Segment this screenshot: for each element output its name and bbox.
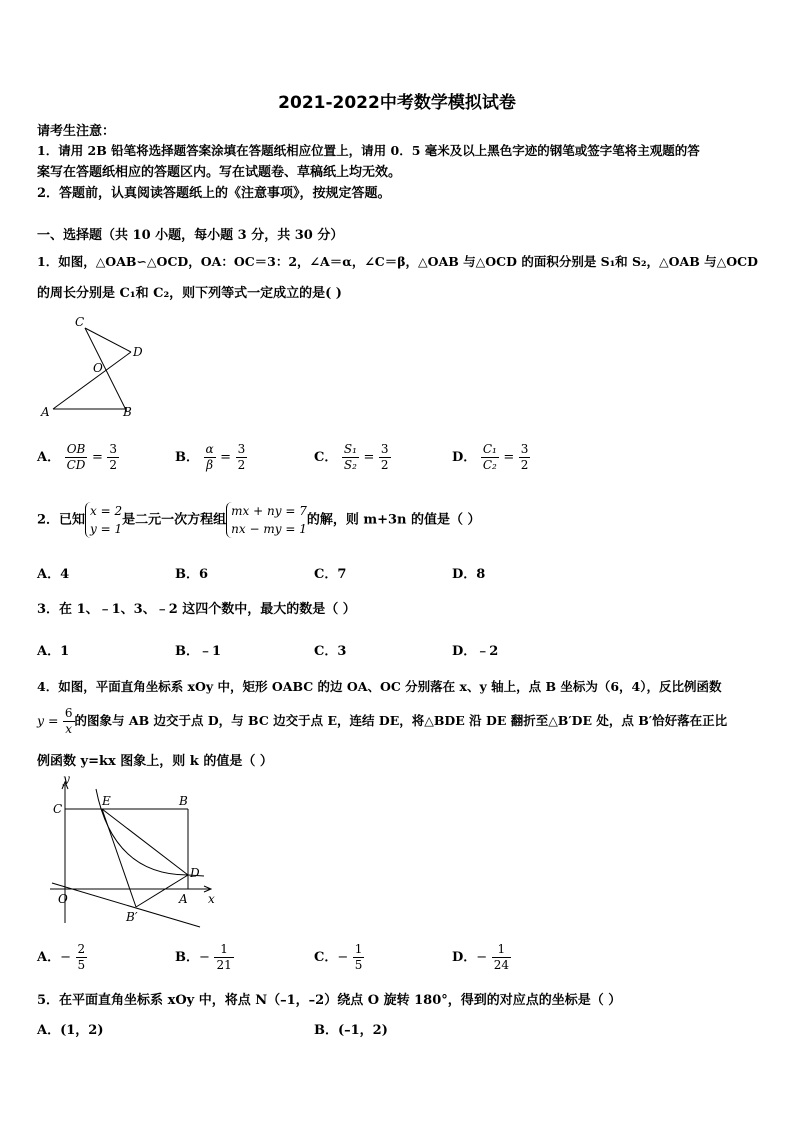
q4-label-o: O bbox=[58, 892, 68, 906]
q4-option-b-label: B． bbox=[175, 950, 199, 965]
q4-c-num: 1 bbox=[354, 942, 363, 956]
q1-option-c-label: C． bbox=[314, 450, 338, 465]
q1-d-rhs-num: 3 bbox=[520, 442, 529, 456]
q4-option-c-label: C． bbox=[314, 950, 338, 965]
q4-b-num: 1 bbox=[214, 942, 233, 958]
q4-option-d[interactable] bbox=[452, 942, 511, 973]
q2-mid: 是二元一次方程组 bbox=[122, 512, 227, 528]
q2-suffix: 的解，则 m+3n 的值是（ ） bbox=[306, 512, 481, 528]
q4-func-lhs: y = bbox=[37, 713, 59, 728]
q1-option-d-label: D． bbox=[452, 450, 477, 465]
q4-option-c[interactable] bbox=[314, 942, 364, 973]
q4-func-den: x bbox=[65, 722, 73, 736]
q1-b-rhs-num: 3 bbox=[237, 442, 246, 456]
q1-option-a[interactable]: A． $\frac{OB}{CD}$ = $\frac{3}{2}$ bbox=[37, 442, 118, 472]
q1-c-den: S₂ bbox=[343, 458, 357, 472]
q3-text: 3．在 1、﹣1、3、﹣2 这四个数中，最大的数是（ ） bbox=[37, 602, 356, 617]
q1-b-den: β bbox=[206, 458, 214, 472]
q1-label-b: B bbox=[123, 405, 132, 419]
q4-c-sign: − bbox=[337, 950, 349, 965]
q1-b-rhs-den: 2 bbox=[237, 458, 246, 472]
q1-option-d[interactable]: D． $\frac{\text{C₁}}{\text{C₂}}$ = $\frac{3}{2}$ bbox=[452, 442, 529, 472]
q4-text-line-1: 4．如图，平面直角坐标系 xOy 中，矩形 OABC 的边 OA、OC 分别落在 x、y 轴上，点 B 坐标为（6，4），反比例函数 bbox=[37, 679, 722, 694]
q4-label-e: E bbox=[102, 794, 111, 808]
q2-sys2-a: mx + ny = 7 bbox=[231, 504, 307, 518]
q1-line-da bbox=[53, 352, 131, 409]
q1-d-rhs-den: 2 bbox=[520, 458, 529, 472]
q4-option-a-label: A． bbox=[37, 950, 61, 965]
q4-label-b: B bbox=[179, 794, 188, 808]
q4-option-d-label: D． bbox=[452, 950, 477, 965]
q4-line-eb-prime bbox=[102, 809, 136, 907]
q1-text-line-1: 1．如图，△OAB∽△OCD，OA：OC＝3：2，∠A＝α，∠C＝β，△OAB 与△OCD 的面积分别是 S₁和 S₂，△OAB 与△OCD bbox=[37, 254, 758, 269]
q4-d-sign: − bbox=[476, 950, 488, 965]
q1-label-c: C bbox=[75, 315, 85, 329]
q4-text-line-2 bbox=[37, 706, 727, 737]
q1-label-o: O bbox=[93, 361, 103, 375]
q4-label-a: A bbox=[179, 892, 188, 906]
notice-line-3: 2．答题前，认真阅读答题纸上的《注意事项》，按规定答题。 bbox=[37, 186, 391, 201]
q1-a-num: OB bbox=[65, 442, 88, 458]
q1-option-b-label: B． bbox=[175, 450, 199, 465]
q4-b-den: 21 bbox=[216, 958, 232, 972]
q1-c-rhs-num: 3 bbox=[380, 442, 389, 456]
q1-label-a: A bbox=[41, 405, 50, 419]
q5-text: 5．在平面直角坐标系 xOy 中，将点 N（–1，–2）绕点 O 旋转 180°，得到的对应点的坐标是（ ） bbox=[37, 993, 622, 1008]
q5-option-b[interactable]: B．(–1，2) bbox=[314, 1023, 388, 1038]
q4-a-num: 2 bbox=[77, 942, 86, 956]
q1-d-den: C₂ bbox=[482, 458, 497, 472]
q4-d-den: 24 bbox=[493, 958, 509, 972]
q1-a-rhs-num: 3 bbox=[109, 442, 118, 456]
q1-label-d: D bbox=[133, 345, 143, 359]
q2-text bbox=[37, 502, 481, 538]
q2-sys1-a: x = 2 bbox=[90, 504, 123, 518]
q2-sys1-b: y = 1 bbox=[90, 522, 123, 536]
q1-c-rhs-den: 2 bbox=[380, 458, 389, 472]
q1-option-b[interactable]: B． $\frac{\alpha}{\beta}$ = $\frac{3}{2}$ bbox=[175, 442, 246, 472]
q4-line-de bbox=[102, 809, 188, 875]
q2-option-c[interactable]: C．7 bbox=[314, 567, 347, 582]
q4-a-sign: − bbox=[60, 950, 71, 965]
q4-func-num: 6 bbox=[64, 706, 73, 720]
notice-line-1: 1．请用 2B 铅笔将选择题答案涂填在答题纸相应位置上，请用 0．5 毫米及以上黑色字迹的钢笔或签字笔将主观题的答 bbox=[37, 143, 700, 158]
q1-line-cd bbox=[85, 328, 131, 352]
q3-option-b[interactable]: B．﹣1 bbox=[175, 644, 222, 659]
q2-option-d[interactable]: D．8 bbox=[452, 567, 486, 582]
q4-a-den: 5 bbox=[77, 958, 86, 972]
q3-option-d[interactable]: D．﹣2 bbox=[452, 644, 499, 659]
q1-figure bbox=[35, 312, 155, 422]
q3-option-c[interactable]: C．3 bbox=[314, 644, 347, 659]
q1-a-rhs-den: 2 bbox=[109, 458, 118, 472]
q2-prefix: 2．已知 bbox=[37, 512, 86, 528]
page-title: 2021-2022中考数学模拟试卷 bbox=[278, 93, 516, 113]
q2-option-b[interactable]: B．6 bbox=[175, 567, 209, 582]
q4-c-den: 5 bbox=[354, 958, 363, 972]
q1-b-num: α bbox=[205, 442, 214, 456]
q1-text-line-2: 的周长分别是 C₁和 C₂，则下列等式一定成立的是( ) bbox=[37, 286, 342, 301]
q4-option-b[interactable] bbox=[175, 942, 234, 973]
q5-option-a[interactable]: A．(1，2) bbox=[37, 1023, 104, 1038]
q4-option-a[interactable] bbox=[37, 942, 87, 973]
q4-label-b-prime: B′ bbox=[126, 910, 138, 924]
q4-label-d: D bbox=[190, 866, 200, 880]
q4-d-num: 1 bbox=[492, 942, 511, 958]
q1-option-a-label: A． bbox=[37, 450, 61, 465]
q4-b-sign: − bbox=[199, 950, 210, 965]
q2-sys2-b: nx − my = 1 bbox=[231, 522, 307, 536]
q1-option-c[interactable]: C． $\frac{\text{S₁}}{\text{S₂}}$ = $\frac{3}{2}$ bbox=[314, 442, 389, 472]
notice-line-2: 案写在答题纸相应的答题区内。写在试题卷、草稿纸上均无效。 bbox=[37, 165, 402, 180]
q1-d-num: C₁ bbox=[482, 442, 497, 456]
q1-a-den: CD bbox=[66, 458, 86, 472]
q4-figure bbox=[38, 775, 228, 935]
q1-c-num: S₁ bbox=[343, 442, 357, 456]
q2-option-a[interactable]: A．4 bbox=[37, 567, 70, 582]
q3-option-a[interactable]: A．1 bbox=[37, 644, 70, 659]
notice-heading: 请考生注意： bbox=[37, 124, 116, 139]
q4-line-2-rest: 的图象与 AB 边交于点 D，与 BC 边交于点 E，连结 DE，将△BDE 沿 DE 翻折至△B′DE 处，点 B′恰好落在正比 bbox=[74, 713, 728, 728]
section-heading: 一、选择题（共 10 小题，每小题 3 分，共 30 分） bbox=[37, 228, 344, 243]
q4-label-x: x bbox=[208, 892, 215, 906]
q4-text-line-3: 例函数 y=kx 图象上，则 k 的值是（ ） bbox=[37, 754, 273, 769]
q4-label-c: C bbox=[53, 802, 63, 816]
q4-label-y: y bbox=[63, 775, 70, 786]
